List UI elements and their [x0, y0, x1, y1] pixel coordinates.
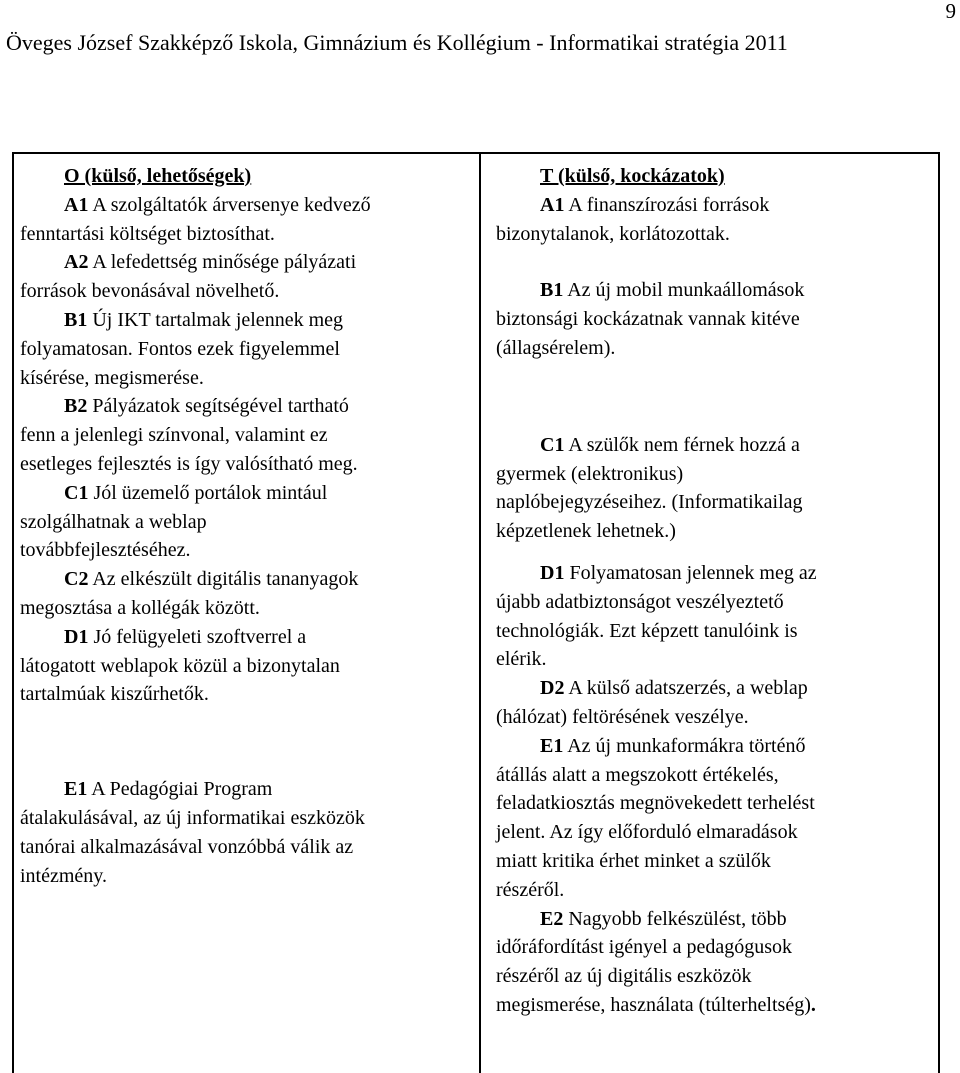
opportunity-d1 [20, 623, 460, 709]
threat-a1 [496, 191, 906, 249]
item-code: A1 [64, 193, 89, 216]
item-text: jelent. Az így előforduló elmaradások [496, 821, 798, 844]
opportunity-b1 [20, 306, 460, 392]
item-code: B2 [64, 395, 88, 418]
item-text: időráfordítást igényel a pedagógusok [496, 936, 793, 959]
column-divider [479, 154, 481, 1073]
item-code: A1 [540, 193, 565, 216]
opportunity-a1 [20, 191, 460, 249]
item-text: Folyamatosan jelennek meg az [564, 561, 817, 584]
item-text: A szolgáltatók árversenye kedvező [88, 193, 371, 216]
threat-e1 [496, 732, 906, 905]
item-text: képzetlenek lehetnek.) [496, 520, 676, 543]
item-text: Az új mobil munkaállomások [563, 279, 805, 302]
threat-c1 [496, 431, 906, 546]
item-text: A külső adatszerzés, a weblap [564, 677, 808, 700]
item-text: bizonytalanok, korlátozottak. [496, 222, 730, 245]
item-text: Jól üzemelő portálok mintául [88, 481, 328, 504]
item-text: A Pedagógiai Program [87, 778, 273, 801]
item-text: Az elkészült digitális tananyagok [88, 568, 359, 591]
item-code: D1 [540, 561, 565, 584]
item-code: B1 [64, 308, 88, 331]
threat-d1 [496, 559, 906, 674]
item-text: intézmény. [20, 864, 108, 887]
threat-d2 [496, 674, 906, 732]
item-text: átállás alatt a megszokott értékelés, [496, 763, 779, 786]
opportunity-b2 [20, 392, 460, 478]
threats-heading: T (külső, kockázatok) [540, 165, 725, 187]
item-text: kísérése, megismerése. [20, 366, 204, 389]
item-text: források bevonásával növelhető. [20, 280, 280, 303]
item-text: gyermek (elektronikus) [496, 462, 684, 485]
page-header: Öveges József Szakképző Iskola, Gimnázium és Kollégium - Informatikai stratégia 2011 [6, 30, 788, 55]
threat-b1 [496, 276, 906, 362]
threat-e2 [496, 905, 906, 1020]
item-text: újabb adatbiztonságot veszélyeztető [496, 590, 784, 613]
item-text: fenntartási költséget biztosíthat. [20, 222, 275, 245]
item-code: C2 [64, 568, 89, 591]
item-text: Jó felügyeleti szoftverrel a [88, 625, 307, 648]
item-code: C1 [64, 481, 89, 504]
item-code: C1 [540, 433, 565, 456]
item-text: A finanszírozási források [564, 193, 770, 216]
item-text: Új IKT tartalmak jelennek meg [87, 308, 343, 331]
item-text: Az új munkaformákra történő [563, 734, 806, 757]
item-text: naplóbejegyzéseihez. (Informatikailag [496, 491, 803, 514]
item-text: A lefedettség minősége pályázati [88, 251, 357, 274]
item-code: E1 [540, 734, 564, 757]
item-text: Pályázatok segítségével tartható [87, 395, 349, 418]
item-text: (hálózat) feltörésének veszélye. [496, 705, 749, 728]
item-text: részéről az új digitális eszközök [496, 965, 752, 988]
item-code: E1 [64, 778, 88, 801]
item-text: technológiák. Ezt képzett tanulóink is [496, 619, 798, 642]
item-code: D2 [540, 677, 565, 700]
item-code: A2 [64, 251, 89, 274]
item-code: E2 [540, 907, 564, 930]
item-text: látogatott weblapok közül a bizonytalan [20, 654, 340, 677]
final-period: . [810, 993, 816, 1016]
item-text: fenn a jelenlegi színvonal, valamint ez [20, 424, 328, 447]
item-text: folyamatosan. Fontos ezek figyelemmel [20, 337, 340, 360]
item-text: továbbfejlesztéséhez. [20, 539, 191, 562]
threats-column [496, 162, 906, 1020]
item-text: tanórai alkalmazásával vonzóbbá válik az [20, 835, 354, 858]
item-text: részéről. [496, 878, 565, 901]
item-text: feladatkiosztás megnövekedett terhelést [496, 792, 815, 815]
swot-table [12, 152, 940, 1073]
opportunities-heading: O (külső, lehetőségek) [64, 165, 252, 187]
item-text: megismerése, használata (túlterheltség) [496, 993, 811, 1016]
opportunity-a2 [20, 248, 460, 306]
item-text: biztonsági kockázatnak vannak kitéve [496, 308, 800, 331]
item-code: B1 [540, 279, 564, 302]
item-text: tartalmúak kiszűrhetők. [20, 683, 209, 706]
item-text: A szülők nem férnek hozzá a [564, 433, 800, 456]
page-number: 9 [945, 0, 956, 23]
opportunity-c2 [20, 565, 460, 623]
opportunity-c1 [20, 479, 460, 565]
item-text: szolgálhatnak a weblap [20, 510, 207, 533]
opportunity-e1 [20, 775, 460, 890]
item-text: miatt kritika érhet minket a szülők [496, 849, 771, 872]
item-text: Nagyobb felkészülést, több [563, 907, 787, 930]
item-code: D1 [64, 625, 89, 648]
item-text: megosztása a kollégák között. [20, 596, 260, 619]
opportunities-column [20, 162, 460, 890]
item-text: átalakulásával, az új informatikai eszközök [20, 806, 365, 829]
item-text: (állagsérelem). [496, 336, 616, 359]
item-text: esetleges fejlesztés is így valósítható meg. [20, 452, 358, 475]
item-text: elérik. [496, 648, 547, 671]
